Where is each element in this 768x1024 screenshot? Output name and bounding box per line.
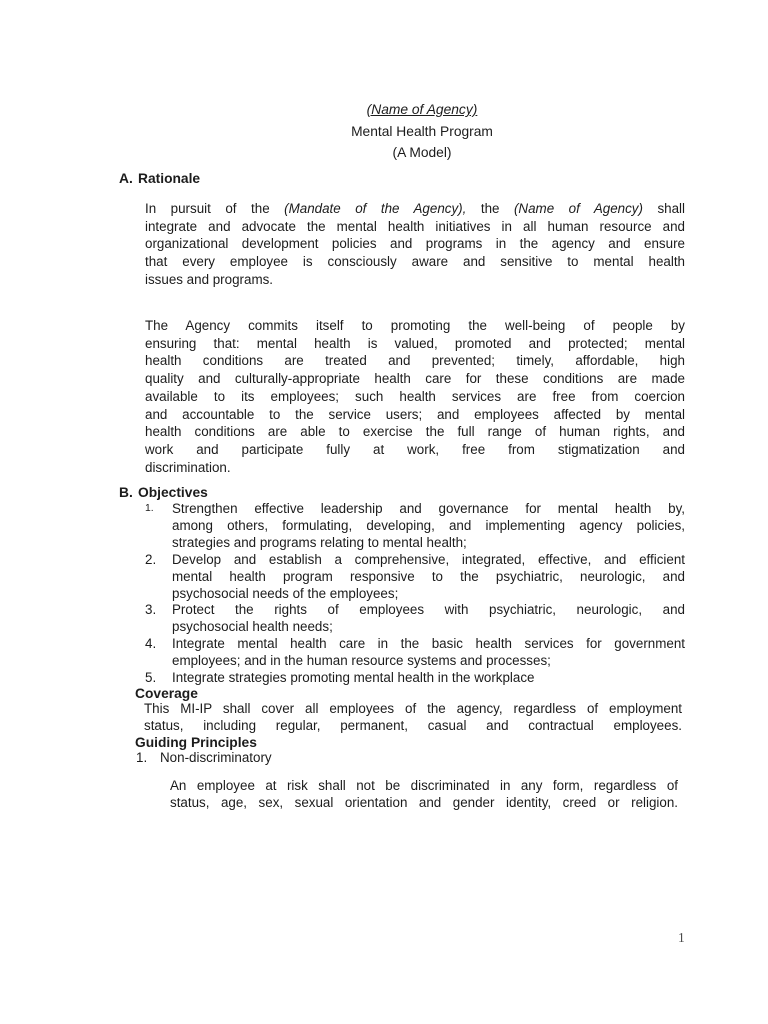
paragraph-line: and accountable to the service users; and employees affected by mental: [145, 406, 685, 422]
paragraph-line: among others, formulating, developing, and implementing agency policies,: [172, 517, 685, 533]
paragraph-line: psychosocial health needs;: [172, 619, 333, 635]
coverage-paragraph: [144, 700, 682, 734]
paragraph-line: The Agency commits itself to promoting the well-being of people by: [145, 318, 685, 333]
paragraph-line: discrimination.: [145, 459, 231, 475]
paragraph-line: work and participate fully at work, free from stigmatization and: [145, 441, 685, 457]
paragraph-line: available to its employees; such health services are free from coercion: [145, 388, 685, 404]
rationale-paragraph-2: [145, 317, 685, 476]
paragraph-line: An employee at risk shall not be discriminated in any form, regardless of: [170, 778, 678, 793]
paragraph-line: issues and programs.: [145, 271, 274, 287]
paragraph-line: Protect the rights of employees with psychiatric, neurologic, and: [172, 602, 685, 618]
rationale-paragraph-1: [145, 200, 685, 289]
page-number: 1: [678, 930, 685, 945]
objective-item-2: [145, 552, 685, 603]
objective-item-4: [145, 636, 685, 670]
paragraph-line: ensuring that: mental health is valued, promoted and protected; mental: [145, 335, 685, 351]
paragraph-line: This MI-IP shall cover all employees of the agency, regardless of employment: [144, 701, 682, 716]
text-run-italic: (Name of Agency): [513, 201, 643, 216]
section-a-label: A.: [119, 171, 133, 186]
paragraph-line: status, including regular, permanent, casual and contractual employees.: [144, 718, 682, 734]
objective-item-number: 5.: [145, 670, 157, 686]
paragraph-line: status, age, sex, sexual orientation and gender identity, creed or religion.: [170, 795, 678, 811]
title-program-name: Mental Health Program: [351, 123, 493, 139]
paragraph-line: Integrate strategies promoting mental health in the workplace: [172, 670, 535, 686]
principle-item-title: Non-discriminatory: [160, 750, 272, 765]
document-title-block: [152, 99, 692, 164]
paragraph-line: health conditions are treated and prevented; timely, affordable, high: [145, 353, 685, 369]
objectives-list: [145, 501, 685, 687]
text-run: the: [466, 201, 514, 216]
section-b-title: Objectives: [138, 485, 208, 500]
text-run: shall: [642, 201, 685, 216]
paragraph-line: mental health program responsive to the psychiatric, neurologic, and: [172, 568, 685, 584]
paragraph-line: Integrate mental health care in the basic health services for government: [172, 636, 685, 652]
section-b-heading: [119, 484, 208, 501]
paragraph-line: Develop and establish a comprehensive, integrated, effective, and efficient: [172, 551, 685, 567]
objective-item-5: [145, 670, 685, 687]
non-discriminatory-paragraph: [170, 777, 678, 812]
guiding-principles-heading: Guiding Principles: [135, 735, 257, 750]
objective-item-text: [172, 670, 685, 687]
objective-item-3: [145, 602, 685, 636]
paragraph-line: quality and culturally-appropriate health care for these conditions are made: [145, 371, 685, 387]
section-b-label: B.: [119, 485, 133, 500]
section-a-title: Rationale: [138, 171, 201, 186]
principle-item-number: 1.: [136, 750, 148, 765]
paragraph-line: strategies and programs relating to mental health;: [172, 534, 467, 550]
title-model-label: (A Model): [392, 145, 452, 160]
title-name-of-agency: (Name of Agency): [366, 102, 478, 117]
objective-item-number: 3.: [145, 602, 157, 618]
paragraph-line: organizational development policies and programs in the agency and ensure: [145, 236, 685, 252]
objective-item-1: [145, 501, 685, 552]
paragraph-line: employees; and in the human resource systems and processes;: [172, 653, 551, 669]
objective-item-number: 1.: [145, 503, 154, 514]
paragraph-line: Strengthen effective leadership and governance for mental health by,: [172, 501, 685, 516]
objective-item-number: 2.: [145, 551, 157, 567]
coverage-heading: Coverage: [135, 686, 198, 701]
principle-item-1: [136, 749, 272, 766]
paragraph-line: integrate and advocate the mental health initiatives in all human resource and: [145, 218, 685, 234]
paragraph-line: health conditions are able to exercise the full range of human rights, and: [145, 424, 685, 440]
paragraph-line: psychosocial needs of the employees;: [172, 585, 399, 601]
objective-item-number: 4.: [145, 636, 157, 652]
objective-item-text: [172, 501, 685, 552]
text-run-italic: (Mandate of the Agency),: [284, 201, 467, 216]
section-a-heading: [119, 170, 200, 187]
paragraph-line: that every employee is consciously aware and sensitive to mental health: [145, 254, 685, 270]
objective-item-text: [172, 552, 685, 603]
paragraph-line: [145, 200, 685, 218]
text-run: In pursuit of the: [145, 201, 285, 216]
objective-item-text: [172, 602, 685, 636]
objective-item-text: [172, 636, 685, 670]
